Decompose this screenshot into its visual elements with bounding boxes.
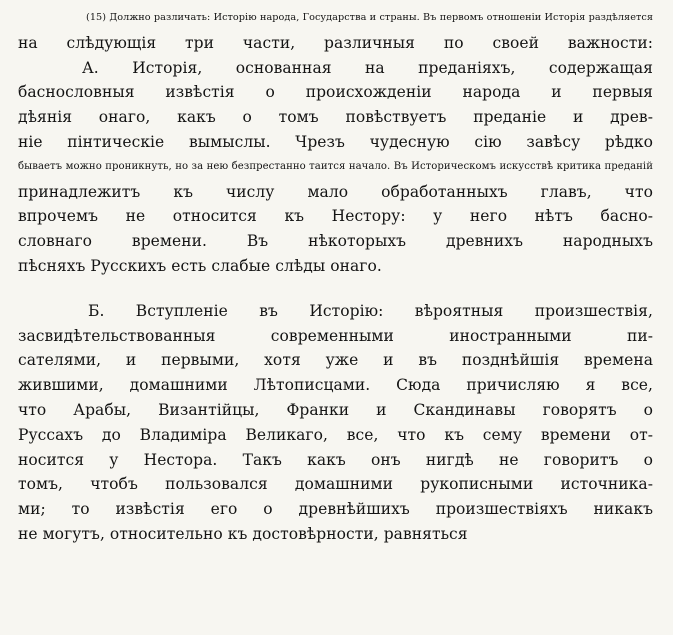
text-line: Руссахъ до Владиміра Великаго, все, что къ сему времени от- <box>18 425 653 444</box>
text-line: дѣянія онаго, какъ о томъ повѣствуетъ преданіе и древ- <box>18 108 653 127</box>
paragraph-a <box>18 56 653 279</box>
text-line: (15) Должно различать: Исторію народа, Государства и страны. Въ первомъ отношеніи Исторія раздѣляется <box>86 12 653 23</box>
text-line: что Арабы, Византійцы, Франки и Скандинавы говорятъ о <box>18 400 653 419</box>
text-line: на слѣдующія три части, различныя по своей важности: <box>18 33 653 52</box>
text-line: сателями, и первыми, хотя уже и въ позднѣйшія времена <box>18 351 653 370</box>
text-line: пѣсняхъ Русскихъ есть слабые слѣды онаго. <box>18 256 382 275</box>
text-line: впрочемъ не относится къ Нестору: у него нѣтъ басно- <box>18 207 653 226</box>
text-line: А. Исторія, основанная на преданіяхъ, содержащая <box>82 58 653 77</box>
text-line: принадлежитъ къ числу мало обработанныхъ главъ, что <box>18 182 653 201</box>
paragraph-intro <box>18 0 653 56</box>
paragraph-b <box>18 299 653 547</box>
text-line: ніе пінтическіе вымыслы. Чрезъ чудесную сію завѣсу рѣдко <box>18 132 653 151</box>
text-line: носится у Нестора. Такъ какъ онъ нигдѣ не говоритъ о <box>18 450 653 469</box>
text-line: баснословныя извѣстія о происхожденіи народа и первыя <box>18 83 653 102</box>
text-line: засвидѣтельствованныя современными иностранными пи- <box>18 326 653 345</box>
text-line: бываетъ можно проникнуть, но за нею безпрестанно таится начало. Въ Историческомъ искусствѣ критика преданій <box>18 160 653 172</box>
text-line: словнаго времени. Въ нѣкоторыхъ древнихъ народныхъ <box>18 232 653 251</box>
text-line: томъ, чтобъ пользовался домашними рукописными источника- <box>18 475 653 494</box>
text-line: ми; то извѣстія его о древнѣйшихъ произшествіяхъ никакъ <box>18 500 653 519</box>
text-line: Б. Вступленіе въ Исторію: вѣроятныя произшествія, <box>88 301 653 320</box>
text-line: жившими, домашними Лѣтописцами. Сюда причисляю я все, <box>18 376 653 395</box>
text-line: не могутъ, относительно къ достовѣрности, равняться <box>18 524 468 543</box>
